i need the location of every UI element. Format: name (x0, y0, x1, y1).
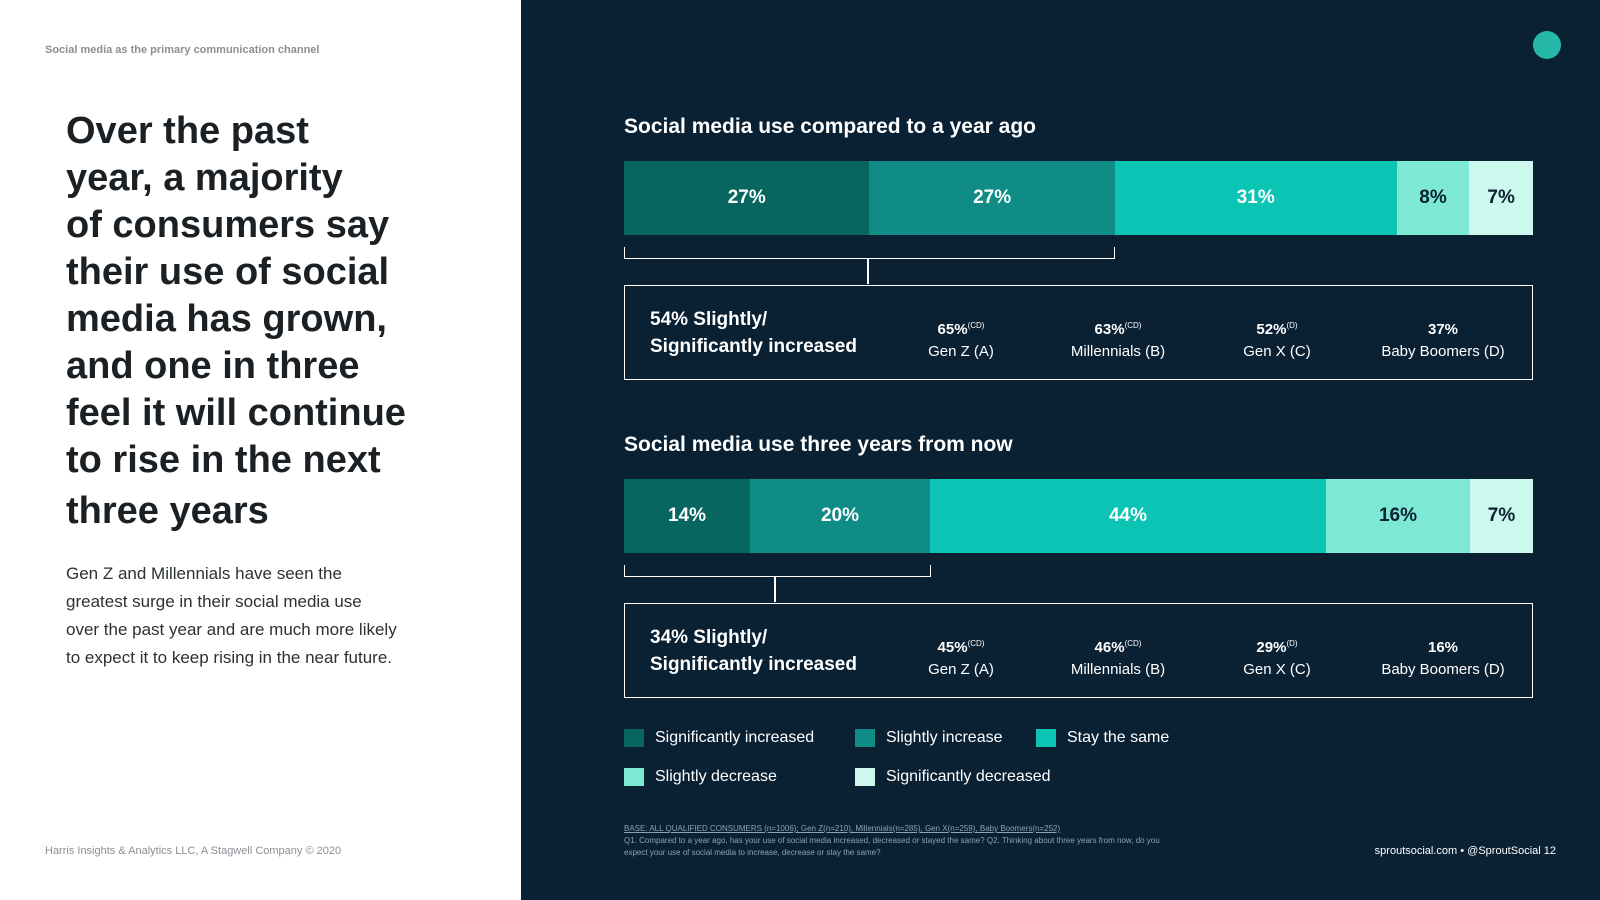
gen-x-stat (1243, 315, 1311, 363)
stacked-bar-year-ago (624, 161, 1533, 235)
body-line: over the past year and are much more likely (66, 620, 397, 639)
legend-stay-the-same (1036, 729, 1169, 747)
gen-x-stat (1243, 633, 1311, 681)
stat-pct: 52% (1256, 321, 1287, 338)
stat-sig: (CD) (967, 321, 985, 330)
stat-label: Gen Z (A) (928, 343, 994, 360)
bar-data-label: 7% (1487, 187, 1515, 208)
footer-right: sproutsocial.com • @SproutSocial 12 (1374, 845, 1556, 857)
stat-sig: (D) (1286, 639, 1298, 648)
base-note (624, 823, 1184, 859)
stat-pct: 16% (1427, 639, 1459, 656)
stat-label: Baby Boomers (D) (1381, 343, 1505, 360)
headline-line: media has grown, (66, 298, 387, 340)
bar-segment-significantly-decreased (1470, 479, 1533, 553)
legend-swatch (624, 729, 644, 747)
headline-line: their use of social (66, 251, 390, 293)
stat-pct: 63% (1094, 321, 1125, 338)
baby-boomers-stat (1381, 315, 1504, 363)
legend-swatch (855, 729, 875, 747)
summary-label (650, 624, 880, 678)
chart-title-three-years: Social media use three years from now (624, 433, 1013, 456)
stat-sig: (CD) (967, 639, 985, 648)
legend-swatch (855, 768, 875, 786)
bar-segment-stay-the-same (930, 479, 1326, 553)
bar-data-label: 44% (1108, 505, 1148, 526)
summary-label (650, 306, 880, 360)
bar-data-label: 20% (820, 505, 860, 526)
headline-line: to rise in the next (66, 439, 381, 481)
left-panel (0, 0, 521, 900)
stat-pct: 65% (937, 321, 968, 338)
baby-boomers-stat (1381, 633, 1504, 681)
gen-z-stat (928, 315, 994, 363)
bar-segment-slightly-increase (869, 161, 1114, 235)
stat-sig: (D) (1286, 321, 1298, 330)
stat-sig: (CD) (1124, 639, 1142, 648)
stat-label: Millennials (B) (1070, 661, 1166, 678)
base-note-line: expect your use of social media to increase, decrease or stay the same? (624, 848, 881, 857)
bar-data-label: 14% (667, 505, 707, 526)
bar-segment-significantly-increased (624, 479, 750, 553)
stacked-bar-three-years (624, 479, 1533, 553)
chart-title-year-ago: Social media use compared to a year ago (624, 115, 1036, 138)
stat-pct: 45% (937, 639, 968, 656)
bracket-stem (774, 577, 776, 602)
headline-line: feel it will continue (66, 392, 406, 434)
stat-sig: (CD) (1124, 321, 1142, 330)
bar-data-label: 27% (973, 187, 1012, 208)
bar-segment-slightly-increase (750, 479, 930, 553)
legend-significantly-decreased (855, 768, 1051, 786)
bar-data-label: 8% (1419, 187, 1447, 208)
stat-label: Baby Boomers (D) (1381, 661, 1505, 678)
stat-label: Millennials (B) (1070, 343, 1166, 360)
bar-segment-slightly-decrease (1326, 479, 1470, 553)
bar-segment-significantly-increased (624, 161, 869, 235)
legend-swatch (1036, 729, 1056, 747)
stat-label: Gen X (C) (1243, 343, 1311, 360)
legend-label: Stay the same (1067, 729, 1170, 746)
summary-box-three-years (624, 603, 1533, 698)
legend-significantly-increased (624, 729, 814, 747)
stat-pct: 37% (1427, 321, 1459, 338)
bar-data-label: 7% (1487, 505, 1516, 526)
legend-slightly-increase (855, 729, 1003, 747)
bracket (624, 247, 1115, 259)
millennials-stat (1071, 633, 1165, 681)
stat-label: Gen X (C) (1243, 661, 1311, 678)
bracket-stem (867, 259, 869, 284)
summary-label-line: Significantly increased (650, 336, 857, 357)
stat-label: Gen Z (A) (928, 661, 994, 678)
headline-line: of consumers say (66, 204, 390, 246)
headline-line: Over the past (66, 110, 309, 152)
bracket (624, 565, 931, 577)
stat-pct: 46% (1094, 639, 1125, 656)
base-note-line: Q1. Compared to a year ago, has your use of social media increased, decreased or stayed the same? Q2. Thinking about three years from now, do you (624, 836, 1160, 845)
legend-swatch (624, 768, 644, 786)
summary-box-year-ago (624, 285, 1533, 380)
bar-segment-significantly-decreased (1469, 161, 1533, 235)
legend-label: Slightly decrease (655, 768, 777, 785)
body-line: Gen Z and Millennials have seen the (66, 564, 342, 583)
section-label: Social media as the primary communication channel (45, 44, 320, 56)
base-note-line: BASE: ALL QUALIFIED CONSUMERS (n=1006); Gen Z(n=210), Millennials(n=285), Gen X(n=259), Baby Boomers(n=252) (624, 824, 1061, 833)
summary-label-line: 34% Slightly/ (650, 627, 768, 648)
millennials-stat (1071, 315, 1165, 363)
headline-line: year, a majority (66, 157, 343, 199)
decorative-dot (1533, 31, 1561, 59)
headline-line: and one in three (66, 345, 360, 387)
body-line: to expect it to keep rising in the near future. (66, 648, 393, 667)
summary-label-line: 54% Slightly/ (650, 309, 768, 330)
gen-z-stat (928, 633, 994, 681)
copyright-footer: Harris Insights & Analytics LLC, A Stagwell Company © 2020 (45, 845, 342, 857)
legend-label: Slightly increase (886, 729, 1003, 746)
bar-data-label: 27% (727, 187, 766, 208)
legend-slightly-decrease (624, 768, 777, 786)
legend-label: Significantly decreased (886, 768, 1051, 785)
summary-label-line: Significantly increased (650, 654, 857, 675)
bar-segment-stay-the-same (1115, 161, 1397, 235)
page-title (66, 108, 446, 535)
body-text (66, 560, 436, 672)
bar-data-label: 16% (1378, 505, 1418, 526)
body-line: greatest surge in their social media use (66, 592, 362, 611)
bar-segment-slightly-decrease (1397, 161, 1470, 235)
legend-label: Significantly increased (655, 729, 815, 746)
bar-data-label: 31% (1236, 187, 1275, 208)
headline-line: three years (66, 490, 269, 532)
stat-pct: 29% (1256, 639, 1287, 656)
